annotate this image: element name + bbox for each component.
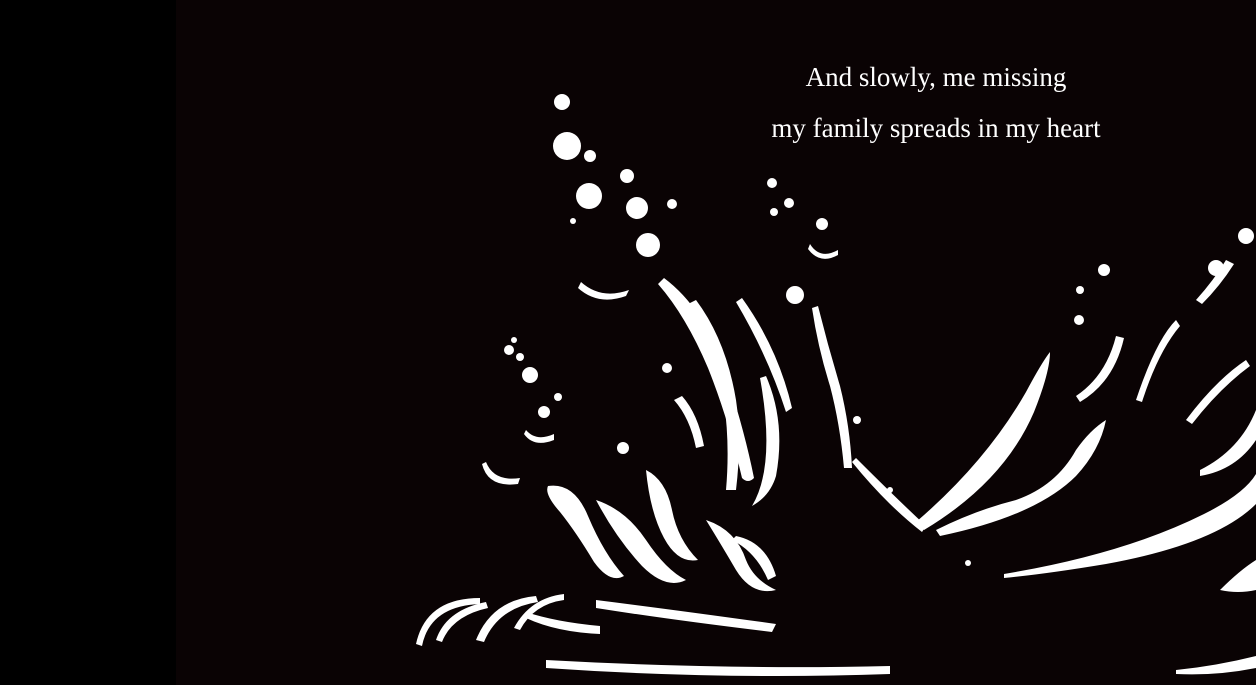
illustration-panel <box>176 0 1256 685</box>
caption-line-1: And slowly, me missing <box>805 62 1067 92</box>
caption-line-2: my family spreads in my heart <box>771 113 1101 143</box>
story-caption <box>756 52 1116 154</box>
left-margin-strip <box>0 0 176 685</box>
